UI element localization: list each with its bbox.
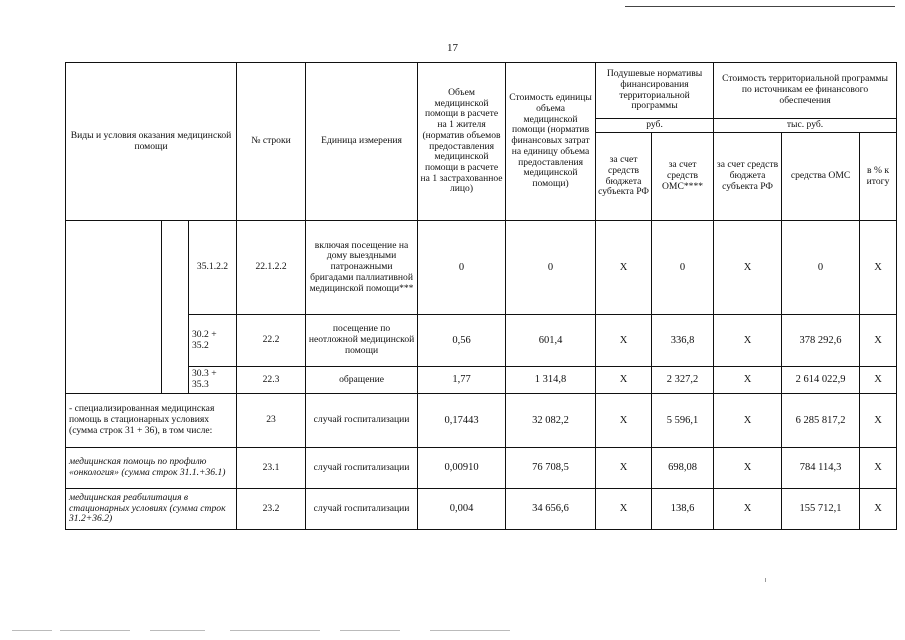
tr-oms-cell: 2 614 022,9 <box>782 367 860 394</box>
tr-budget-cell: X <box>714 221 782 315</box>
row-number-cell: 22.3 <box>237 367 306 394</box>
table-row <box>66 448 897 489</box>
table-row <box>66 221 897 315</box>
tr-oms-cell: 784 114,3 <box>782 448 860 489</box>
scan-artifact-line <box>0 630 905 634</box>
volume-cell: 0,00910 <box>418 448 506 489</box>
unit-cell: случай госпитализации <box>306 489 418 530</box>
table-row <box>66 489 897 530</box>
ref-cell: 35.1.2.2 <box>189 221 237 315</box>
row-number-cell: 23.1 <box>237 448 306 489</box>
volume-cell: 0,56 <box>418 315 506 367</box>
volume-cell: 0,004 <box>418 489 506 530</box>
row-name-cell: - специализированная медицинская помощь в стационарных условиях (сумма строк 31 + 36), в том числе: <box>66 394 237 448</box>
tr-budget-cell: X <box>714 489 782 530</box>
tr-budget-cell: X <box>714 315 782 367</box>
pc-budget-cell: X <box>596 315 652 367</box>
row-number-cell: 23 <box>237 394 306 448</box>
row-number-cell: 22.1.2.2 <box>237 221 306 315</box>
cost-cell: 34 656,6 <box>506 489 596 530</box>
header-tr-budget: за счет средств бюджета субъекта РФ <box>714 133 782 221</box>
header-cost: Стоимость единицы объема медицинской помощи (норматив финансовых затрат на единицу объема предоставления медицинской помощи) <box>506 63 596 221</box>
header-row-number: № строки <box>237 63 306 221</box>
cost-cell: 32 082,2 <box>506 394 596 448</box>
row-name-cell: медицинская помощь по профилю «онкология» (сумма строк 31.1.+36.1) <box>66 448 237 489</box>
header-unit: Единица измерения <box>306 63 418 221</box>
ref-cell: 30.3 + 35.3 <box>189 367 237 394</box>
tr-pct-cell: X <box>860 367 897 394</box>
pc-oms-cell: 5 596,1 <box>652 394 714 448</box>
tr-oms-cell: 155 712,1 <box>782 489 860 530</box>
header-tr-oms: средства ОМС <box>782 133 860 221</box>
page-number: 17 <box>447 42 458 54</box>
unit-cell: случай госпитализации <box>306 448 418 489</box>
table-row <box>66 367 897 394</box>
tr-oms-cell: 6 285 817,2 <box>782 394 860 448</box>
pc-oms-cell: 2 327,2 <box>652 367 714 394</box>
header-pc-budget: за счет средств бюджета субъекта РФ <box>596 133 652 221</box>
pc-budget-cell: X <box>596 394 652 448</box>
volume-cell: 0 <box>418 221 506 315</box>
pc-budget-cell: X <box>596 367 652 394</box>
pc-oms-cell: 0 <box>652 221 714 315</box>
scan-mark <box>765 578 766 582</box>
ref-cell: 30.2 + 35.2 <box>189 315 237 367</box>
row-number-cell: 23.2 <box>237 489 306 530</box>
empty-cell <box>162 221 189 394</box>
header-per-capita: Подушевые нормативы финансирования территориальной программы <box>596 63 714 119</box>
header-tr-pct: в % к итогу <box>860 133 897 221</box>
cost-cell: 0 <box>506 221 596 315</box>
pc-budget-cell: X <box>596 221 652 315</box>
table-row <box>66 315 897 367</box>
header-thous-rub: тыс. руб. <box>714 119 897 133</box>
cost-cell: 1 314,8 <box>506 367 596 394</box>
header-rub: руб. <box>596 119 714 133</box>
unit-cell: включая посещение на дому выездными патронажными бригадами паллиативной медицинской помощи*** <box>306 221 418 315</box>
tr-pct-cell: X <box>860 221 897 315</box>
volume-cell: 1,77 <box>418 367 506 394</box>
unit-cell: обращение <box>306 367 418 394</box>
empty-cell <box>66 221 162 394</box>
pc-budget-cell: X <box>596 448 652 489</box>
top-rule <box>625 6 895 7</box>
tr-pct-cell: X <box>860 448 897 489</box>
header-volume: Объем медицинской помощи в расчете на 1 жителя (норматив объемов предоставления медицинской помощи в расчете на 1 застрахованное лицо) <box>418 63 506 221</box>
header-type: Виды и условия оказания медицинской помощи <box>66 63 237 221</box>
data-table <box>65 62 897 530</box>
tr-oms-cell: 0 <box>782 221 860 315</box>
row-name-cell: медицинская реабилитация в стационарных условиях (сумма строк 31.2+36.2) <box>66 489 237 530</box>
pc-budget-cell: X <box>596 489 652 530</box>
tr-pct-cell: X <box>860 394 897 448</box>
header-territorial: Стоимость территориальной программы по источникам ее финансового обеспечения <box>714 63 897 119</box>
cost-cell: 601,4 <box>506 315 596 367</box>
header-pc-oms: за счет средств ОМС**** <box>652 133 714 221</box>
pc-oms-cell: 138,6 <box>652 489 714 530</box>
unit-cell: посещение по неотложной медицинской помощи <box>306 315 418 367</box>
tr-budget-cell: X <box>714 448 782 489</box>
tr-pct-cell: X <box>860 489 897 530</box>
unit-cell: случай госпитализации <box>306 394 418 448</box>
pc-oms-cell: 336,8 <box>652 315 714 367</box>
pc-oms-cell: 698,08 <box>652 448 714 489</box>
tr-budget-cell: X <box>714 367 782 394</box>
row-number-cell: 22.2 <box>237 315 306 367</box>
cost-cell: 76 708,5 <box>506 448 596 489</box>
tr-budget-cell: X <box>714 394 782 448</box>
volume-cell: 0,17443 <box>418 394 506 448</box>
tr-pct-cell: X <box>860 315 897 367</box>
tr-oms-cell: 378 292,6 <box>782 315 860 367</box>
table-row <box>66 394 897 448</box>
